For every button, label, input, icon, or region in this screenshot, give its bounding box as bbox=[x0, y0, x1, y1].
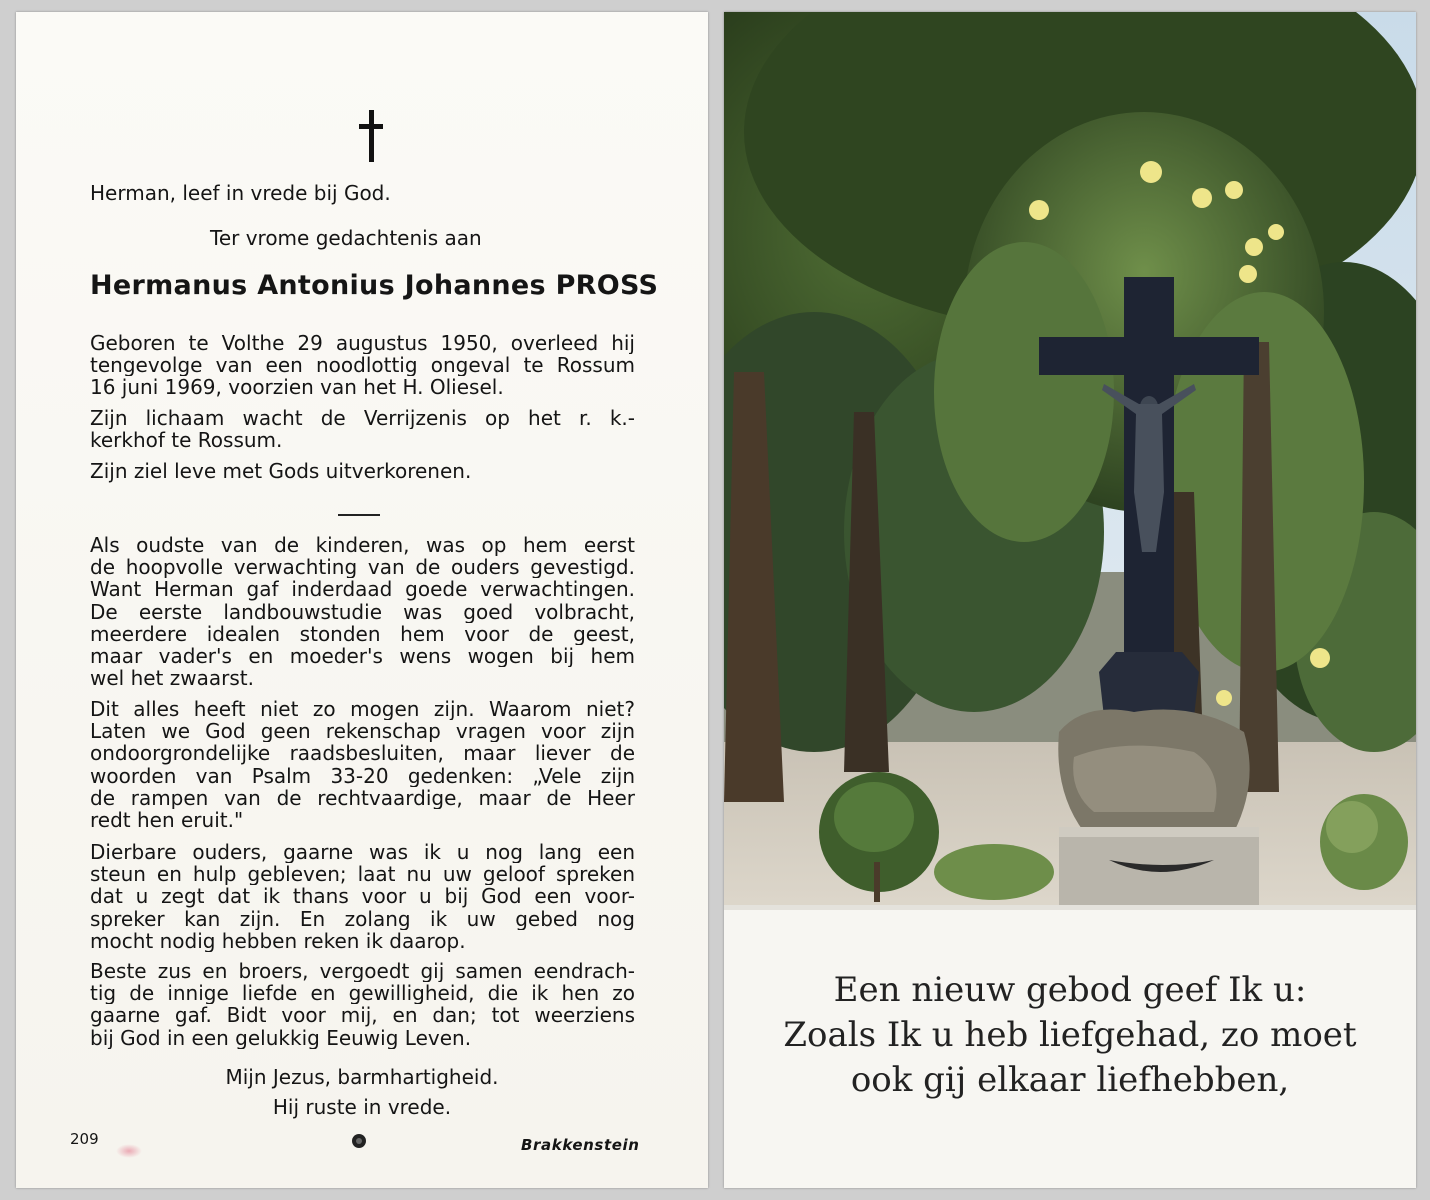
text-line: ondoorgrondelijke raadsbesluiten, maar liever de bbox=[90, 742, 635, 765]
text-line: 16 juni 1969, voorzien van het H. Oliesel. bbox=[90, 376, 504, 399]
soul-line: Zijn ziel leve met Gods uitverkorenen. bbox=[90, 459, 472, 483]
deceased-name: Hermanus Antonius Johannes PROSS bbox=[90, 270, 659, 301]
text-line: steun en hulp gebleven; laat nu uw geloof spreken bbox=[90, 863, 635, 886]
text-line: Als oudste van de kinderen, was op hem eerst bbox=[90, 534, 635, 557]
printer-mark-icon bbox=[352, 1134, 366, 1148]
text-line: Geboren te Volthe 29 augustus 1950, overleed hij bbox=[90, 332, 635, 355]
text-line: tengevolge van een noodlottig ongeval te Rossum bbox=[90, 354, 635, 377]
card-number: 209 bbox=[70, 1130, 99, 1148]
text-line: kerkhof te Rossum. bbox=[90, 429, 283, 452]
text-line: de hoopvolle verwachting van de ouders gevestigd. bbox=[90, 556, 635, 579]
memory-line: Ter vrome gedachtenis aan bbox=[210, 226, 482, 250]
psalm-paragraph bbox=[90, 698, 635, 831]
siblings-paragraph bbox=[90, 960, 635, 1049]
text-line: gaarne gaf. Bidt voor mij, en dan; tot weerziens bbox=[90, 1004, 635, 1027]
text-line: mocht nodig hebben reken ik daarop. bbox=[90, 929, 466, 952]
text-line: maar vader's en moeder's wens wogen bij hem bbox=[90, 644, 635, 668]
rest-in-peace-line: Hij ruste in vrede. bbox=[272, 1095, 452, 1119]
cross-icon bbox=[359, 110, 383, 162]
crucifix-garden-photo bbox=[724, 12, 1416, 910]
memorial-card-text-side bbox=[16, 12, 708, 1188]
birth-death-paragraph bbox=[90, 332, 635, 399]
text-line: bij God in een gelukkig Eeuwig Leven. bbox=[90, 1026, 472, 1049]
text-line: Want Herman gaf inderdaad goede verwachtingen. bbox=[90, 578, 635, 601]
opening-line: Herman, leef in vrede bij God. bbox=[90, 181, 391, 205]
parents-paragraph bbox=[90, 841, 635, 952]
verse-line-2: Zoals Ik u heb liefgehad, zo moet bbox=[783, 1015, 1357, 1055]
eldest-child-paragraph bbox=[90, 534, 635, 689]
verse-line-3: ook gij elkaar liefhebben, bbox=[850, 1060, 1290, 1100]
text-line: redt hen eruit." bbox=[90, 808, 244, 832]
printer-name: Brakkenstein bbox=[521, 1136, 640, 1154]
text-line: meerdere idealen stonden hem voor de geest, bbox=[90, 622, 635, 645]
text-line: tig de innige liefde en gewilligheid, die ik hen zo bbox=[90, 982, 635, 1005]
text-line: woorden van Psalm 33-20 gedenken: „Vele zijn bbox=[90, 764, 635, 787]
text-line: Zijn lichaam wacht de Verrijzenis op het r. k.- bbox=[90, 407, 635, 430]
memorial-card-image-side bbox=[724, 12, 1416, 1188]
text-line: wel het zwaarst. bbox=[90, 667, 254, 690]
text-line: Dierbare ouders, gaarne was ik u nog lang een bbox=[90, 841, 635, 864]
text-line: Laten we God geen rekenschap vragen voor zijn bbox=[90, 720, 635, 743]
prayer-line: Mijn Jezus, barmhartigheid. bbox=[225, 1065, 499, 1089]
text-line: De eerste landbouwstudie was goed volbracht, bbox=[90, 600, 635, 623]
text-line: spreker kan zijn. En zolang ik uw gebed nog bbox=[90, 907, 635, 930]
burial-paragraph bbox=[90, 407, 635, 451]
text-line: Dit alles heeft niet zo mogen zijn. Waarom niet? bbox=[90, 698, 635, 721]
ink-stain bbox=[116, 1144, 142, 1158]
text-line: dat u zegt dat ik thans voor u bij God een voor- bbox=[90, 885, 635, 908]
divider bbox=[338, 514, 380, 516]
text-line: Beste zus en broers, vergoedt gij samen eendrach- bbox=[90, 960, 635, 983]
verse-line-1: Een nieuw gebod geef Ik u: bbox=[833, 970, 1307, 1010]
text-line: de rampen van de rechtvaardige, maar de Heer bbox=[90, 786, 635, 809]
